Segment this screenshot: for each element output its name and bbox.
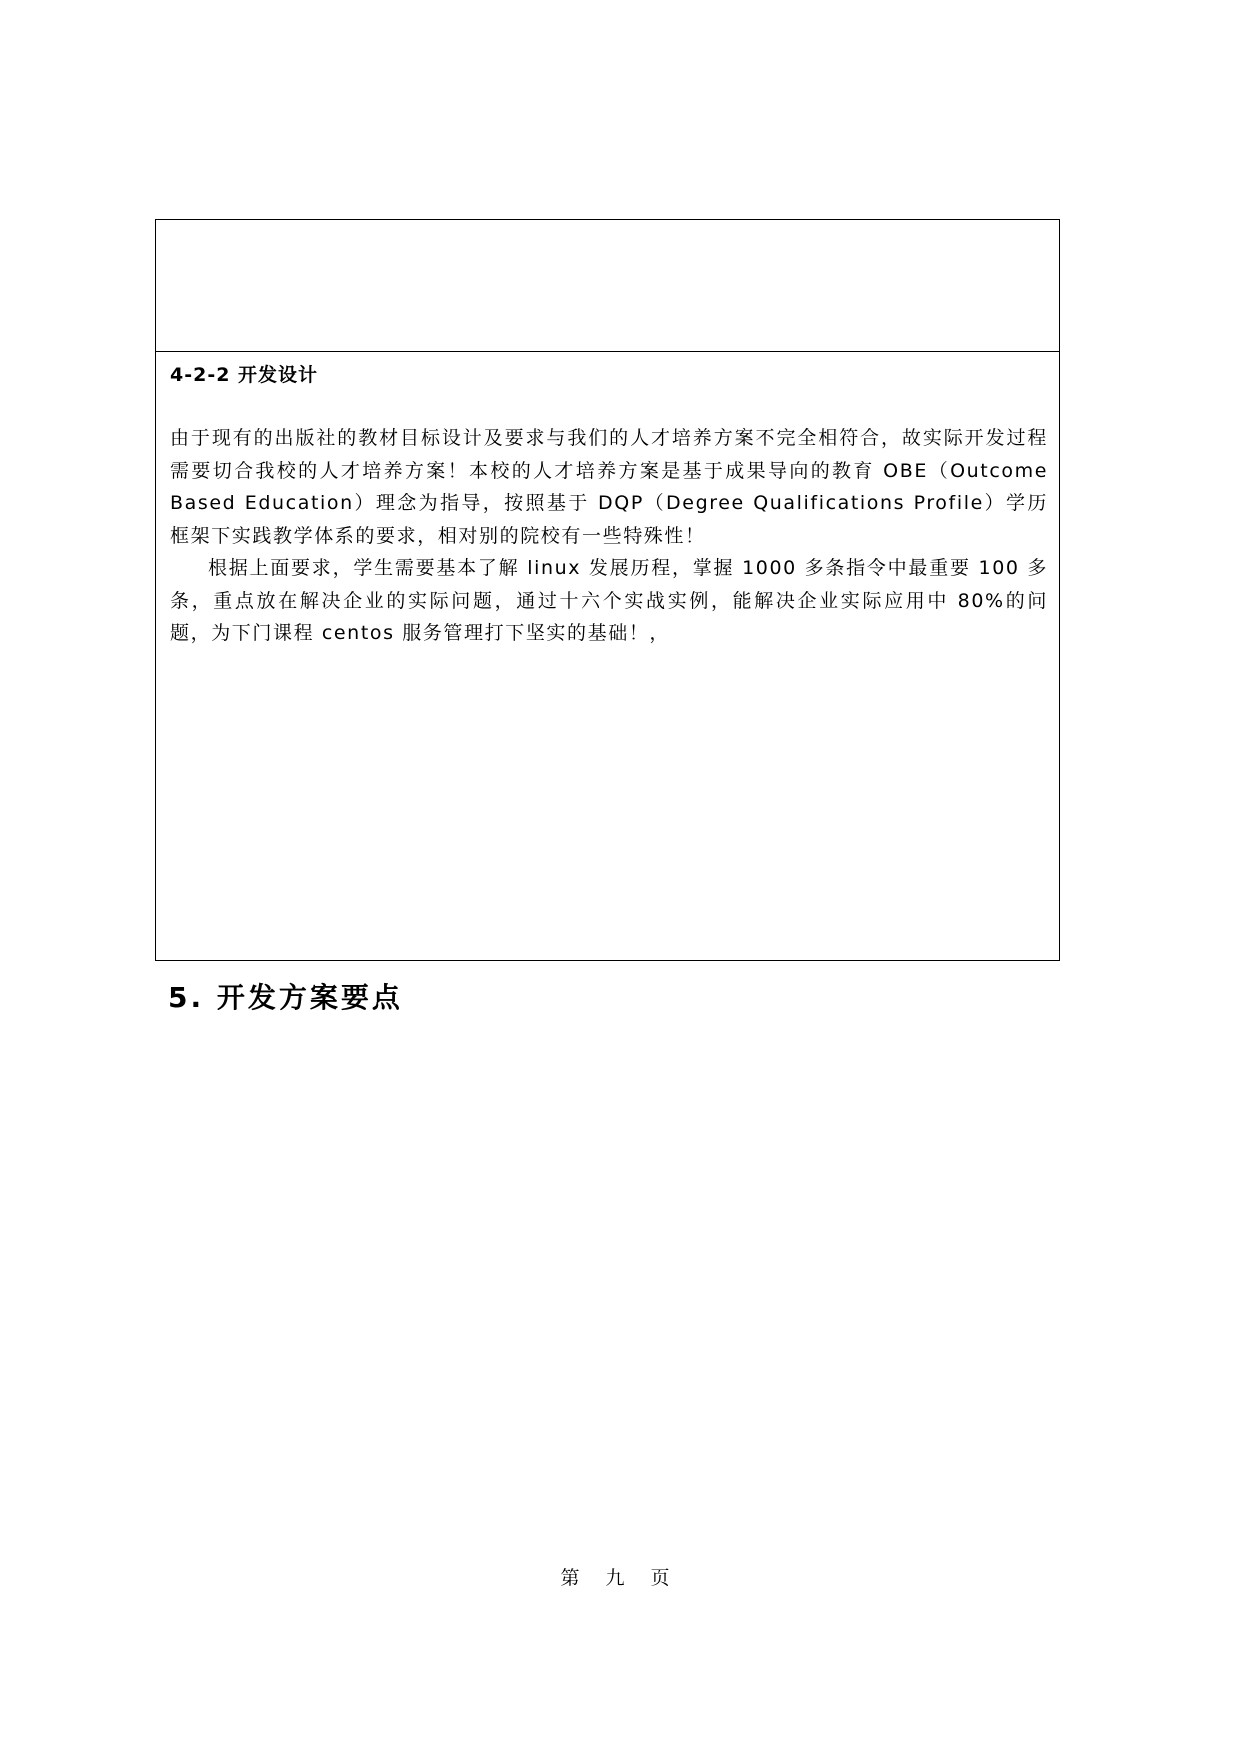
paragraph-intro: 由于现有的出版社的教材目标设计及要求与我们的人才培养方案不完全相符合，故实际开发过程需要切合我校的人才培养方案！本校的人才培养方案是基于成果导向的教育 OBE（Outcome Based Education）理念为指导，按照基于 DQP（Degree Qualifications Profile）学历框架下实践教学体系的要求，相对别的院校有一些特殊性！: [170, 427, 1048, 547]
content-table: [155, 219, 1060, 961]
paragraph-requirements: 根据上面要求，学生需要基本了解 linux 发展历程，掌握 1000 多条指令中最重要 100 多条，重点放在解决企业的实际问题，通过十六个实战实例，能解决企业实际应用中 80%的问题，为下门课程 centos 服务管理打下坚实的基础！，: [170, 557, 1048, 644]
section-body: [170, 422, 1048, 650]
empty-table-row: [156, 220, 1059, 352]
section-heading: 4-2-2 开发设计: [170, 364, 319, 386]
development-design-cell: [156, 352, 1059, 961]
page-number: 第 九 页: [560, 1567, 680, 1589]
chapter-heading: 5. 开发方案要点: [168, 981, 403, 1014]
